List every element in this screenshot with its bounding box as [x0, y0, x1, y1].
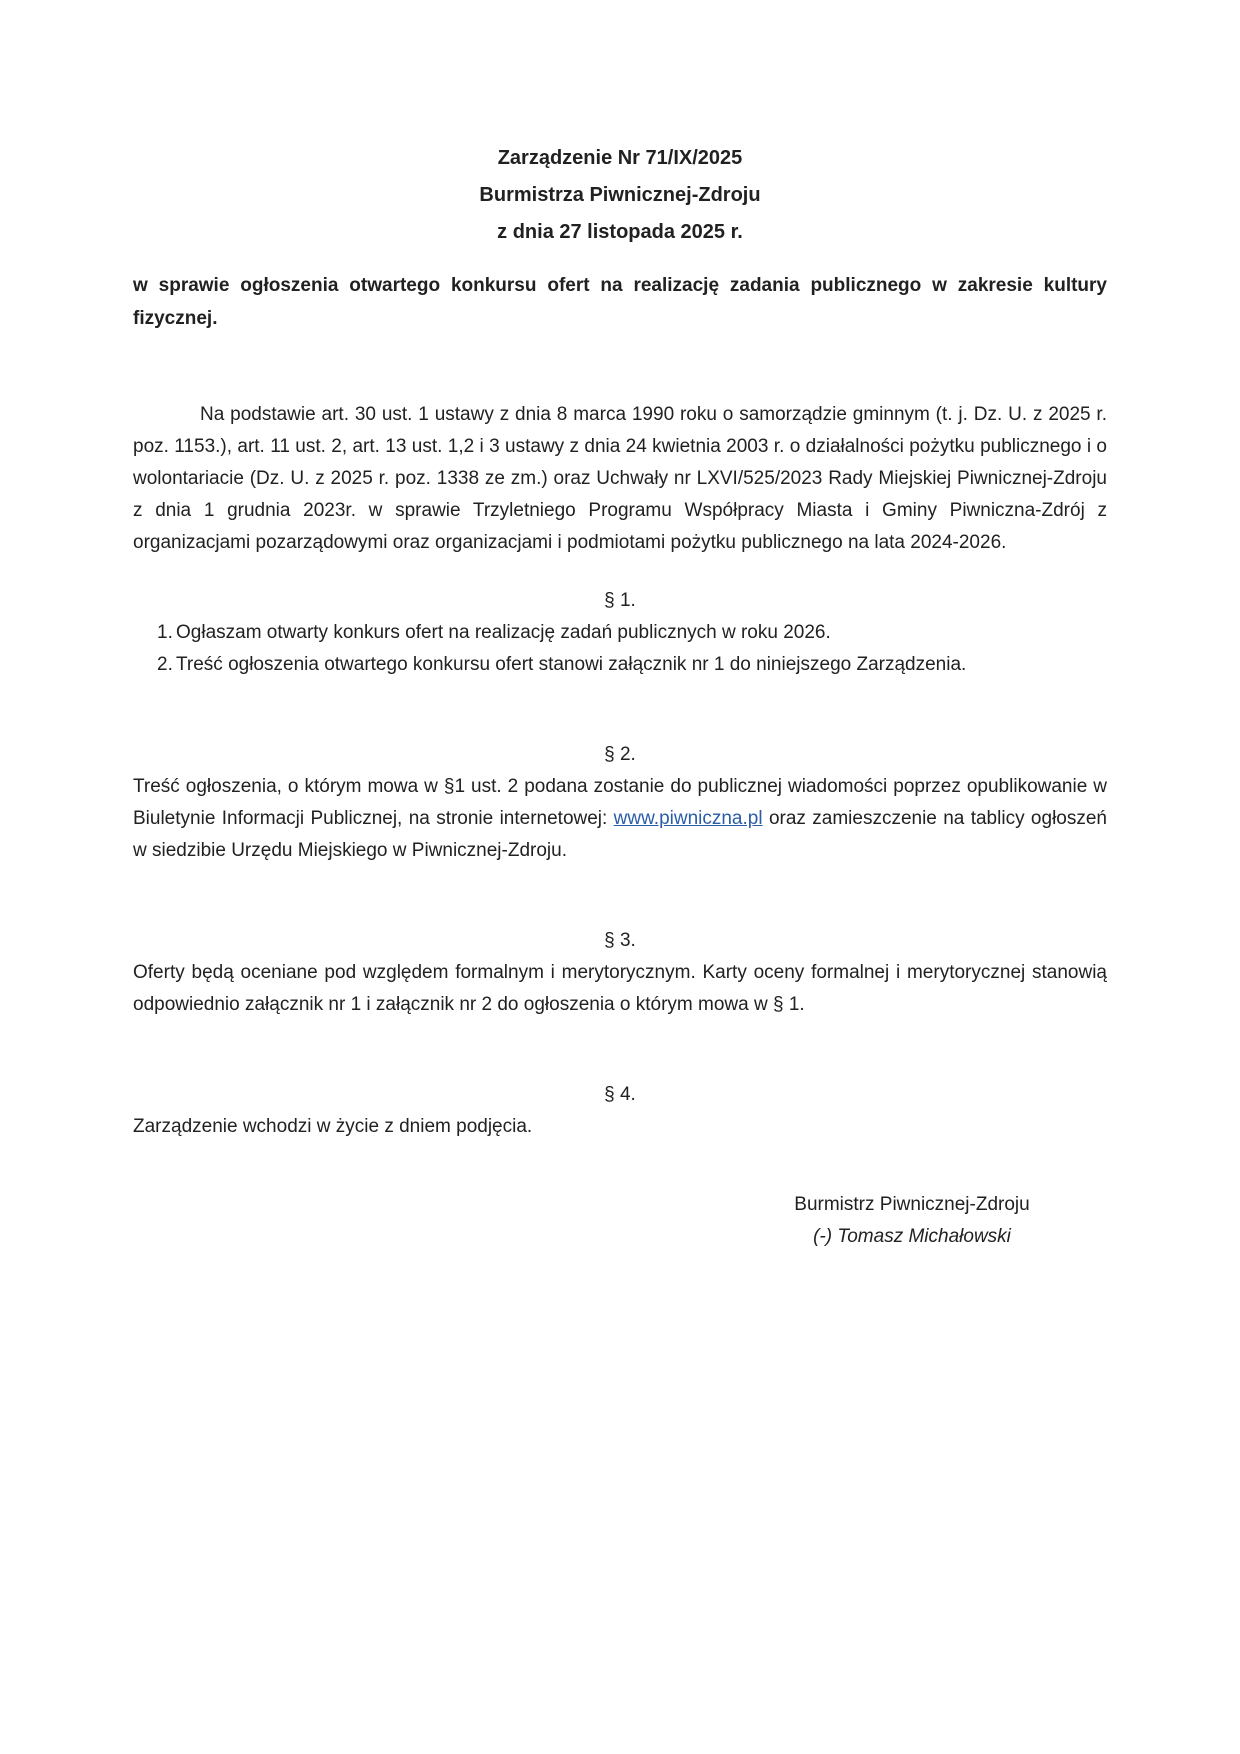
- section-2-text-before-link: Treść ogłoszenia, o którym mowa w §1 ust. 2 podana zostanie do publicznej wiadomości poprzez opublikowanie w Biuletynie Informacji Publicznej, na stronie internetowej:: [133, 776, 1107, 829]
- section-2-paragraph: [133, 771, 1107, 867]
- section-1-heading: § 1.: [604, 590, 636, 611]
- list-item: [133, 649, 1107, 681]
- subject-paragraph: w sprawie ogłoszenia otwartego konkursu ofert na realizację zadania publicznego w zakresie kultury fizycznej.: [133, 275, 1107, 329]
- list-item-text: Ogłaszam otwarty konkurs ofert na realizację zadań publicznych w roku 2026.: [176, 622, 831, 643]
- title-line-issuer: Burmistrza Piwnicznej-Zdroju: [479, 184, 761, 206]
- list-item-number: 1.: [157, 622, 173, 643]
- list-item: [133, 617, 1107, 649]
- section-3-paragraph: Oferty będą oceniane pod względem formalnym i merytorycznym. Karty oceny formalnej i merytorycznej stanowią odpowiednio załącznik nr 1 i załącznik nr 2 do ogłoszenia o którym mowa w § 1.: [133, 962, 1107, 1015]
- section-4-heading: § 4.: [604, 1084, 636, 1105]
- list-item-text: Treść ogłoszenia otwartego konkursu ofert stanowi załącznik nr 1 do niniejszego Zarządzenia.: [176, 654, 967, 675]
- list-item-number: 2.: [157, 654, 173, 675]
- section-2-heading: § 2.: [604, 744, 636, 765]
- title-line-date: z dnia 27 listopada 2025 r.: [497, 221, 743, 243]
- preamble-paragraph: Na podstawie art. 30 ust. 1 ustawy z dnia 8 marca 1990 roku o samorządzie gminnym (t. j. Dz. U. z 2025 r. poz. 1153.), art. 11 ust. 2, art. 13 ust. 1,2 i 3 ustawy z dnia 24 kwietnia 2003 r. o działalności pożytku publicznego i o wolontariacie (Dz. U. z 2025 r. poz. 1338 ze zm.) oraz Uchwały nr LXVI/525/2023 Rady Miejskiej Piwnicznej-Zdroju z dnia 1 grudnia 2023r. w sprawie Trzyletniego Programu Współpracy Miasta i Gminy Piwniczna-Zdrój z organizacjami pozarządowymi oraz organizacjami i podmiotami pożytku publicznego na lata 2024-2026.: [133, 404, 1107, 553]
- title-line-ordinance-number: Zarządzenie Nr 71/IX/2025: [497, 147, 743, 169]
- signature-name: (-) Tomasz Michałowski: [813, 1226, 1011, 1247]
- signature-title: Burmistrz Piwnicznej-Zdroju: [794, 1194, 1030, 1215]
- website-link[interactable]: www.piwniczna.pl: [613, 808, 763, 829]
- section-3-heading: § 3.: [604, 930, 636, 951]
- section-2-text-after-link: oraz zamieszczenie na tablicy ogłoszeń w siedzibie Urzędu Miejskiego w Piwnicznej-Zdroju.: [133, 808, 1107, 861]
- document-title-block: [133, 140, 1107, 251]
- section-1-list: [133, 617, 1107, 681]
- section-4-paragraph: Zarządzenie wchodzi w życie z dniem podjęcia.: [133, 1116, 533, 1137]
- signature-block: [747, 1189, 1077, 1253]
